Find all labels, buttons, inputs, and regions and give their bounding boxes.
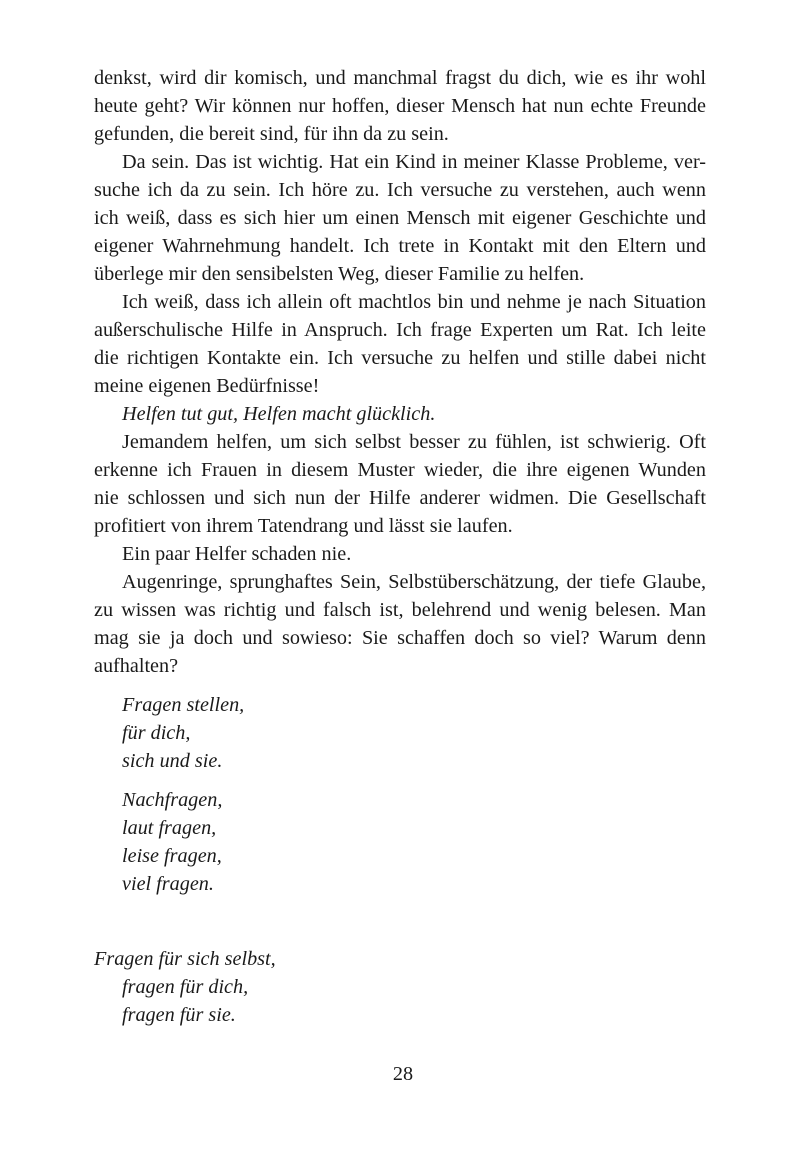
poem-stanza-1 <box>94 691 706 775</box>
poem-line: fragen für sie. <box>122 1004 236 1026</box>
poem-line: leise fragen, <box>122 845 222 867</box>
paragraph-ein-paar-helfer <box>94 540 706 568</box>
text-line: zu wissen was richtig und falsch ist, belehrend und wenig belesen. Man <box>94 599 706 621</box>
page-number: 28 <box>392 1063 414 1085</box>
poem-stanza-3 <box>94 945 706 1029</box>
text-line: Ein paar Helfer schaden nie. <box>122 543 352 565</box>
poem-line: fragen für dich, <box>122 976 249 998</box>
poem-line: viel fragen. <box>122 873 214 895</box>
text-line: Ich weiß, dass ich allein oft machtlos bin und nehme je nach Situation <box>122 291 706 313</box>
poem-line: für dich, <box>122 722 191 744</box>
poem-stanza-2 <box>94 786 706 898</box>
text-line: ich weiß, dass es sich hier um einen Mensch mit eigener Geschichte und <box>94 207 706 229</box>
text-line: heute geht? Wir können nur hoffen, dieser Mensch hat nun echte Freunde <box>94 95 706 117</box>
text-line: Jemandem helfen, um sich selbst besser zu fühlen, ist schwierig. Oft <box>122 431 706 453</box>
paragraph-machtlos <box>94 288 706 400</box>
text-line: Helfen tut gut, Helfen macht glücklich. <box>122 403 436 425</box>
poem-line: sich und sie. <box>122 750 223 772</box>
text-line: überlege mir den sensibelsten Weg, dieser Familie zu helfen. <box>94 263 585 285</box>
text-line: suche ich da zu sein. Ich höre zu. Ich versuche zu verstehen, auch wenn <box>94 179 706 201</box>
text-line: Da sein. Das ist wichtig. Hat ein Kind in meiner Klasse Probleme, ver- <box>122 151 706 173</box>
paragraph-continuation <box>94 64 706 148</box>
poem-line: Fragen stellen, <box>122 694 245 716</box>
text-line: profitiert von ihrem Tatendrang und lässt sie laufen. <box>94 515 513 537</box>
text-line: außerschulische Hilfe in Anspruch. Ich frage Experten um Rat. Ich leite <box>94 319 706 341</box>
poem-line: Nachfragen, <box>122 789 223 811</box>
text-line: nie schlossen und sich nun der Hilfe anderer widmen. Die Gesellschaft <box>94 487 706 509</box>
text-line: mag sie ja doch und sowieso: Sie schaffen doch so viel? Warum denn <box>94 627 706 649</box>
text-line: erkenne ich Frauen in diesem Muster wieder, die ihre eigenen Wunden <box>94 459 706 481</box>
paragraph-da-sein <box>94 148 706 288</box>
text-line: aufhalten? <box>94 655 179 677</box>
paragraph-helfen-italic <box>94 400 706 428</box>
paragraph-jemandem-helfen <box>94 428 706 540</box>
paragraph-augenringe <box>94 568 706 680</box>
poem-line: Fragen für sich selbst, <box>94 948 276 970</box>
text-line: denkst, wird dir komisch, und manchmal fragst du dich, wie es ihr wohl <box>94 67 706 89</box>
book-page <box>94 64 706 1029</box>
text-line: gefunden, die bereit sind, für ihn da zu sein. <box>94 123 449 145</box>
poem-line: laut fragen, <box>122 817 217 839</box>
text-line: Augenringe, sprunghaftes Sein, Selbstüberschätzung, der tiefe Glaube, <box>122 571 706 593</box>
text-line: eigener Wahrnehmung handelt. Ich trete in Kontakt mit den Eltern und <box>94 235 706 257</box>
text-line: meine eigenen Bedürfnisse! <box>94 375 320 397</box>
text-line: die richtigen Kontakte ein. Ich versuche zu helfen und stille dabei nicht <box>94 347 706 369</box>
